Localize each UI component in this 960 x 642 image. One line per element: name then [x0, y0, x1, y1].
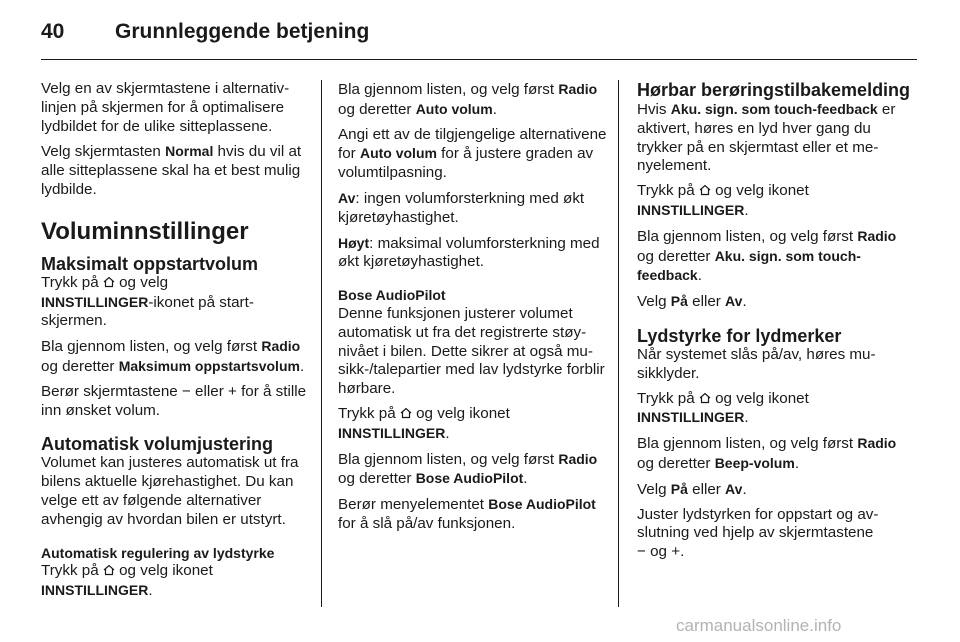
paragraph: Trykk på og velg ikonet INNSTILLINGER.: [41, 562, 213, 600]
paragraph: Høyt: maksimal volumforsterkning med økt kjøretøyhastighet.: [338, 234, 600, 271]
paragraph: Trykk på og velg INNSTILLINGER-ikonet på startskjermen.: [41, 273, 254, 330]
home-icon: [699, 184, 711, 196]
paragraph: Velg På eller Av.: [637, 480, 747, 498]
paragraph: Velg en av skjermtastene i alternativlinjen på skjermen for å optimalisere lydbildet for de ulike sitteplassene.: [41, 80, 290, 135]
running-title: Grunnleggende betjening: [115, 20, 370, 43]
paragraph: Trykk på og velg ikonet INNSTILLINGER.: [637, 389, 809, 427]
paragraph: Angi ett av de tilgjengelige alternativene for Auto volum for å justere graden av volumtilpasning.: [338, 125, 607, 182]
plus-icon: +: [227, 382, 237, 400]
paragraph: Berør skjermtastene − eller + for å stille inn ønsket volum.: [41, 382, 307, 419]
plus-icon: +: [671, 543, 681, 561]
home-icon: [103, 276, 115, 288]
paragraph: Velg På eller Av.: [637, 293, 747, 311]
section-heading: Voluminnstillinger: [41, 217, 249, 245]
paragraph: Av: ingen volumforsterkning med økt kjøretøyhastighet.: [338, 189, 585, 226]
paragraph: Velg skjermtasten Normal hvis du vil at alle sitteplassene skal ha et best mulig lydbilde.: [41, 143, 302, 198]
paragraph: Bla gjennom listen, og velg først Radio og deretter Auto volum.: [338, 81, 598, 118]
subsection-heading: Hørbar berøringstilbakemelding: [637, 80, 911, 100]
paragraph: Bla gjennom listen, og velg først Radio og deretter Beep-volum.: [637, 435, 897, 472]
paragraph: Når systemet slås på/av, høres musikklyder.: [637, 345, 876, 382]
paragraph: Bla gjennom listen, og velg først Radio og deretter Aku. sign. som touch-feedback.: [637, 227, 897, 285]
page-number: 40: [41, 20, 65, 43]
paragraph: Denne funksjonen justerer volumet automatisk ut fra det registrerte støynivået i bilen. Dette sikrer at også musikk-/talepartier med lav lydstyrke forblir hørbare.: [338, 304, 605, 398]
paragraph: Juster lydstyrken for oppstart og avslutning ved hjelp av skjermtastene − og +.: [637, 505, 879, 561]
paragraph: Berør menyelementet Bose AudioPilot for å slå på/av funksjonen.: [338, 496, 596, 532]
paragraph: Bla gjennom listen, og velg først Radio og deretter Maksimum oppstartsvolum.: [41, 338, 305, 375]
subsection-heading: Automatisk volumjustering: [41, 434, 274, 455]
paragraph: Hvis Aku. sign. som touch-feedback er aktivert, høres en lyd hver gang du trykker på en skjermtast eller et menyelement.: [637, 101, 896, 175]
home-icon: [400, 407, 412, 419]
column-divider: [618, 80, 619, 607]
column-divider: [321, 80, 322, 607]
watermark: carmanualsonline.info: [676, 616, 842, 635]
home-icon: [103, 564, 115, 576]
paragraph: Volumet kan justeres automatisk ut fra bilens aktuelle kjørehastighet. Du kan velge ett av følgende alternativer avhengig av hvordan bilen er utstyrt.: [41, 454, 299, 528]
column-1: [41, 80, 311, 607]
paragraph: Trykk på og velg ikonet INNSTILLINGER.: [637, 182, 809, 219]
column-3: [637, 80, 917, 568]
minor-heading: Automatisk regulering av lydstyrke: [41, 544, 275, 561]
column-2: [338, 80, 608, 540]
minor-heading: Bose AudioPilot: [338, 287, 446, 304]
home-icon: [699, 392, 711, 404]
paragraph: Bla gjennom listen, og velg først Radio og deretter Bose AudioPilot.: [338, 450, 598, 488]
page-header: [41, 16, 917, 60]
subsection-heading: Maksimalt oppstartvolum: [41, 253, 259, 274]
paragraph: Trykk på og velg ikonet INNSTILLINGER.: [338, 404, 510, 442]
minus-icon: −: [637, 543, 646, 561]
subsection-heading: Lydstyrke for lydmerker: [637, 325, 842, 346]
minus-icon: −: [181, 382, 191, 400]
